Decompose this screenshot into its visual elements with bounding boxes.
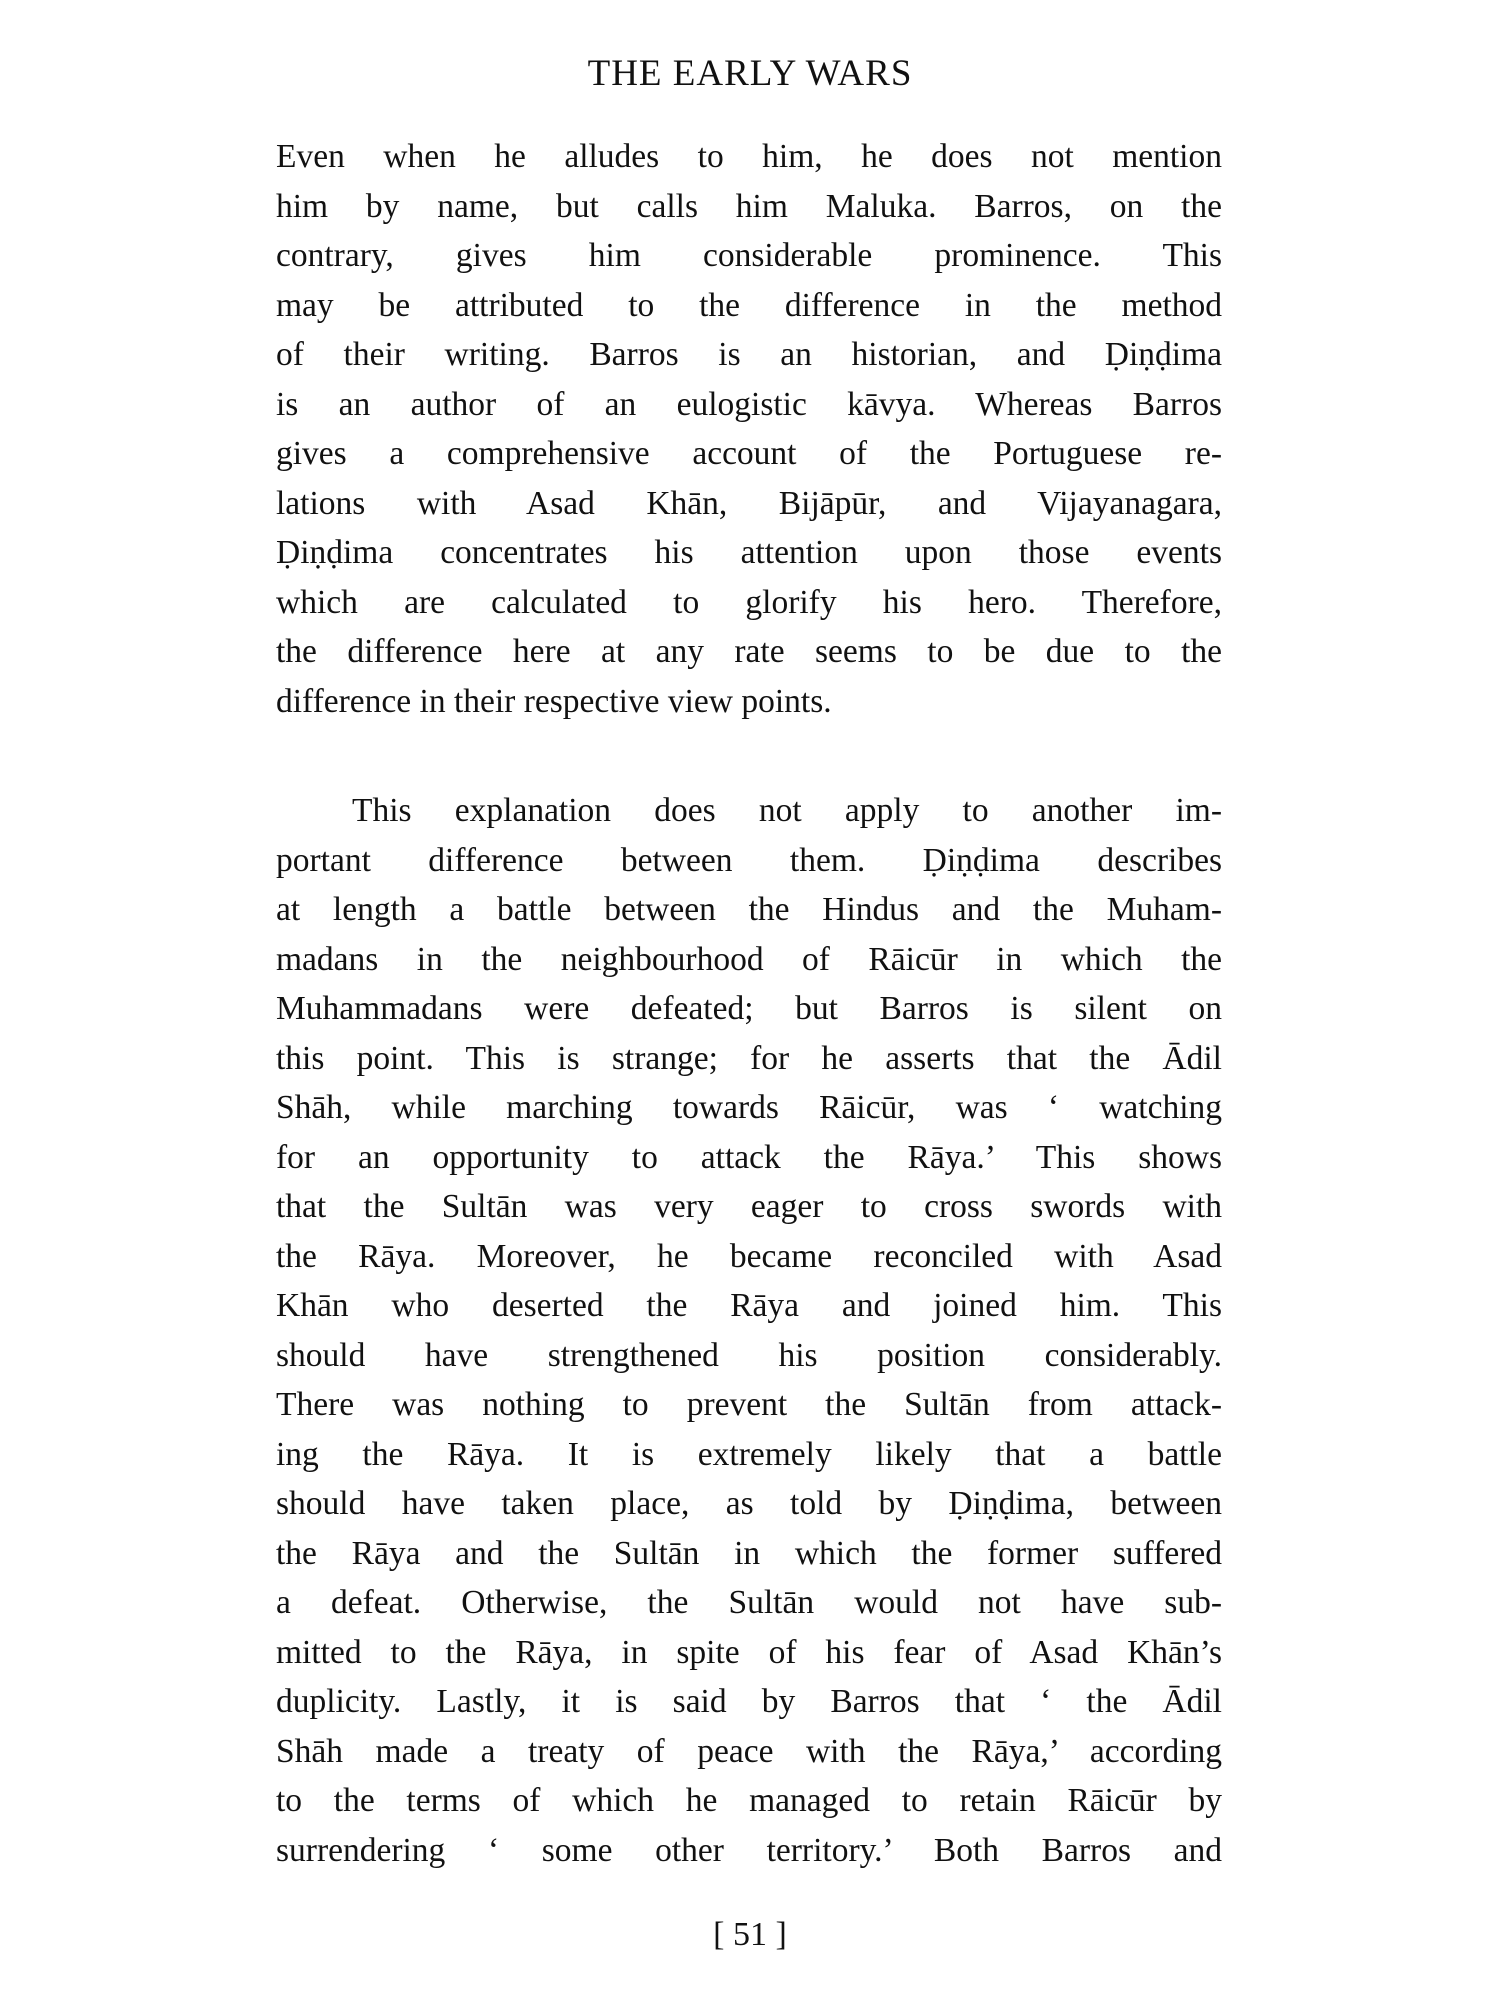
text-line: at length a battle between the Hindus and the Muham- [276, 891, 1222, 928]
text-line: may be attributed to the difference in the method [276, 286, 1222, 324]
text-line: him by name, but calls him Maluka. Barros, on the [276, 187, 1222, 225]
text-line: Shāh, while marching towards Rāicūr, was ‘ watching [276, 1089, 1222, 1126]
text-line: Khān who deserted the Rāya and joined him. This [276, 1287, 1222, 1324]
text-line: portant difference between them. Ḍiṇḍima describes [276, 841, 1222, 879]
page-number: [ 51 ] [713, 1916, 787, 1953]
text-line: for an opportunity to attack the Rāya.’ This shows [276, 1138, 1222, 1176]
text-line: Shāh made a treaty of peace with the Rāya,’ according [276, 1732, 1222, 1770]
text-line: should have taken place, as told by Ḍiṇḍima, between [276, 1485, 1222, 1522]
text-line: of their writing. Barros is an historian, and Ḍiṇḍima [276, 336, 1222, 373]
text-line: surrendering ‘ some other territory.’ Both Barros and [276, 1831, 1222, 1869]
running-head-title: THE EARLY WARS [587, 53, 913, 94]
text-line: is an author of an eulogistic kāvya. Whereas Barros [276, 385, 1222, 423]
text-line: to the terms of which he managed to retain Rāicūr by [276, 1782, 1222, 1819]
text-line: the Rāya and the Sultān in which the former suffered [276, 1534, 1222, 1572]
text-line: gives a comprehensive account of the Portuguese re- [276, 435, 1222, 472]
text-line: lations with Asad Khān, Bijāpūr, and Vijayanagara, [276, 484, 1222, 522]
paragraph-1 [276, 132, 1222, 726]
text-line: the difference here at any rate seems to be due to the [276, 633, 1222, 670]
text-line: this point. This is strange; for he asserts that the Ādil [276, 1039, 1222, 1077]
text-line: that the Sultān was very eager to cross swords with [276, 1188, 1222, 1225]
text-line: duplicity. Lastly, it is said by Barros that ‘ the Ādil [276, 1683, 1222, 1720]
text-line: mitted to the Rāya, in spite of his fear of Asad Khān’s [276, 1633, 1222, 1671]
paragraph-2 [276, 786, 1222, 1875]
text-line: the Rāya. Moreover, he became reconciled with Asad [276, 1237, 1222, 1275]
text-line: should have strengthened his position considerably. [276, 1336, 1222, 1374]
text-line: difference in their respective view points. [276, 682, 832, 720]
text-line: madans in the neighbourhood of Rāicūr in which the [276, 940, 1222, 978]
text-line: a defeat. Otherwise, the Sultān would not have sub- [276, 1584, 1222, 1621]
text-line: Ḍiṇḍima concentrates his attention upon those events [276, 534, 1222, 571]
text-line: This explanation does not apply to another im- [352, 792, 1222, 829]
text-line: Muhammadans were defeated; but Barros is silent on [276, 990, 1222, 1027]
text-line: Even when he alludes to him, he does not mention [276, 138, 1222, 175]
text-line: contrary, gives him considerable prominence. This [276, 237, 1222, 274]
text-line: which are calculated to glorify his hero. Therefore, [276, 583, 1222, 621]
text-line: There was nothing to prevent the Sultān from attack- [276, 1386, 1222, 1423]
text-line: ing the Rāya. It is extremely likely that a battle [276, 1435, 1222, 1473]
